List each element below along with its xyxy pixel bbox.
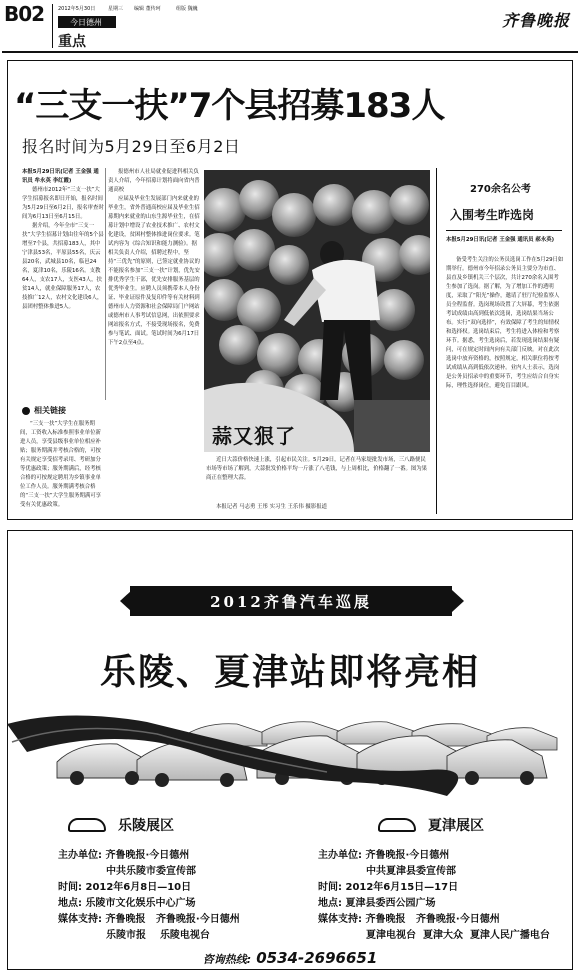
hotline bbox=[0, 948, 580, 967]
left-article-para-3: 报德州市人社局就业促进科相关负责人介绍，今年招募计划将面向省内普通高校 bbox=[108, 169, 200, 193]
left-organizer2: 中共乐陵市委宣传部 bbox=[106, 866, 196, 877]
zone-title-right: 夏津展区 bbox=[428, 818, 484, 834]
zone-title-left: 乐陵展区 bbox=[118, 818, 174, 834]
left-article-byline: 本报5月29日讯(记者 王金强 通讯员 牟永英 李红霞) bbox=[22, 169, 99, 184]
left-place: 地点: 乐陵市文化娱乐中心广场 bbox=[58, 898, 196, 909]
cars-illustration bbox=[7, 712, 573, 812]
hotline-number: 0534-2696651 bbox=[256, 949, 378, 967]
zone-left-details bbox=[58, 848, 288, 944]
left-organizer: 齐鲁晚报·今日德州 bbox=[105, 850, 190, 861]
right-media-label: 媒体支持: bbox=[318, 914, 362, 925]
section-main: 重点 bbox=[58, 34, 86, 50]
right-media5: 夏津人民广播电台 bbox=[469, 930, 550, 941]
mid-article-text: 应届及毕业生发展部门内来就业的毕业生，省外普通高校应届及毕业生招募期内来就业的山东生源毕业生，在招募计划中增设了农业技术推广、农村文化建设，贫困村整体推进岗位要求。笔试内容为《综合知识和能力测验》。据相关负责人介绍，招聘过程中，坚持“三优先”的原则，已签定就业协议的不能报名参加“三支一扶”计划，优先安排优秀学生干部，优先安排服务基层的优秀毕业生。应聘人员须携带本人身份证、毕业证原件及复印件等有关材料到德州市人力资源和社会保障局门户网站或德州市人事考试信息网，出依照要求网站报名方式，不接受现场报名，免费参与笔试、面试。笔试时间为6月17日下午2点至4点。 bbox=[108, 196, 200, 346]
hotline-label: 咨询热线: bbox=[202, 953, 252, 966]
left-organizer-label: 主办单位: bbox=[58, 850, 102, 861]
link-title: 相关链接 bbox=[34, 406, 66, 415]
left-media1: 齐鲁晚报 bbox=[105, 914, 146, 925]
link-box bbox=[20, 404, 201, 516]
right-article-byline: 本报5月29日讯(记者 王金强 通讯员 郝永英) bbox=[446, 237, 555, 243]
zone-car-icon-left bbox=[68, 818, 106, 832]
left-article-col3 bbox=[108, 168, 200, 400]
header-layout: 组版 魏巍 bbox=[176, 6, 198, 12]
page-code: B02 bbox=[4, 2, 45, 26]
right-media2: 齐鲁晚报·今日德州 bbox=[415, 914, 500, 925]
left-article-col1 bbox=[22, 168, 104, 400]
left-media3: 乐陵市报 bbox=[106, 930, 146, 941]
photo-caption: 近日大蒜价格快速上涨，引起市民关注。5月29日，记者在马家堤批发市场，三八路便民市场等市场了解到，大蒜批发价格平均一斤涨了八毛钱，与上周相比，价格翻了一番。图为果商正在整理大蒜。 bbox=[206, 457, 428, 481]
right-col-divider bbox=[436, 168, 437, 514]
headline-title: “三支一扶”7个县招募183人 bbox=[14, 86, 445, 126]
zone-car-icon-right bbox=[378, 818, 416, 832]
right-time: 时间: 2012年6月15日—17日 bbox=[318, 882, 459, 893]
header-date: 2012年5月30日 bbox=[58, 6, 96, 12]
photo-credit: 本报记者 马志勇 王彤 实习生 王乐伟 摄影报道 bbox=[216, 504, 327, 510]
ad-banner-notch-right bbox=[452, 590, 464, 612]
paper-logo: 齐鲁晚报 bbox=[501, 11, 570, 30]
right-article-title: 入围考生昨选岗 bbox=[450, 208, 535, 222]
left-media4: 乐陵电视台 bbox=[159, 930, 210, 941]
zone-right-details bbox=[318, 848, 568, 944]
left-article-para-1: 德州市2012年“三支一扶”大学生招募报名即日开始，报名时间为5月29日至6月2日，报名审查时间为6月13日至6月15日。 bbox=[22, 187, 104, 220]
ad-banner-text: 2012齐鲁汽车巡展 bbox=[210, 593, 372, 611]
right-place: 地点: 夏津县委西公园广场 bbox=[318, 898, 436, 909]
link-title-icon bbox=[22, 407, 30, 415]
left-media2: 齐鲁晚报·今日德州 bbox=[155, 914, 240, 925]
right-article-text: 备受考生关注的公务员选岗工作在5月29日如期举行。德州市今年招录公务员主要分为市直、县直及乡镇机关三个层次，共计270余名入围考生参加了选岗。据了解，为了增加工作的透明度，采取了“阳光”操作，邀请了驻厅纪检监察人员全程监督。选岗现场设置了大屏幕，考生依据考试成绩由高到低依次选岗，选岗结果当场公布。实行“双向选择”，有效保障了考生的知情权和选择权。选岗结束后，考生将进入体检和考察环节。据悉，考生选岗后，若发现选岗结果有疑问，可在规定时间内向有关部门反映。对在此次选岗中放弃资格的，按照规定，相关职位将按考试成绩从高到低依次递补。业内人士表示，选岗是公务员招录中的重要环节，考生应结合自身实际，理性选择岗位，避免盲目跟风。 bbox=[446, 257, 564, 389]
news-photo bbox=[204, 170, 430, 452]
right-media3: 夏津电视台 bbox=[366, 930, 416, 941]
page-header bbox=[0, 0, 580, 52]
header-divider bbox=[52, 4, 53, 48]
right-organizer-label: 主办单位: bbox=[318, 850, 362, 861]
right-media1: 齐鲁晚报 bbox=[365, 914, 406, 925]
right-organizer2: 中共夏津县委宣传部 bbox=[366, 866, 456, 877]
left-article-para-2: 据介绍，今年全市“三支一扶”大学生招募计划由往年的5个县增至7个县，共招募183人，其中宁津县53名，平原县55名，庆云县20名，武城县10名，临邑24名，夏津10名，乐陵16名。支教64人，支农17人，支医43人，扶贫14人，就业保障服务17人，农技推广12人，农村文化建设6人，县团村整体推进5人。 bbox=[22, 223, 104, 310]
header-rule bbox=[2, 51, 578, 53]
left-media-label: 媒体支持: bbox=[58, 914, 102, 925]
right-organizer: 齐鲁晚报·今日德州 bbox=[365, 850, 450, 861]
right-title-rule bbox=[446, 230, 562, 231]
headline-subtitle: 报名时间为5月29日至6月2日 bbox=[22, 137, 241, 156]
right-article-kicker: 270余名公考 bbox=[470, 184, 531, 195]
right-media4: 夏津大众 bbox=[422, 930, 463, 941]
garlic-photo-illustration bbox=[204, 170, 430, 452]
link-text: “三支一扶”大学生在服务期间，工资收入标准参照事业单位新进人员，享受县级事业单位相应补贴；服务期满并考核合格的，可按有关规定享受招考录用、考研加分等优惠政策；服务期满后，经考核合格的可按规定聘用为乡镇事业单位工作人员。服务期满考核合格的“三支一扶”大学生服务期满可享受有关优惠政策。 bbox=[20, 421, 102, 508]
left-col-divider bbox=[105, 168, 106, 400]
left-time: 时间: 2012年6月8日—10日 bbox=[58, 882, 192, 893]
ad-headline: 乐陵、夏津站即将亮相 bbox=[99, 652, 480, 693]
photo-caption-overlay: 蒜又狠了 bbox=[212, 424, 296, 448]
section-sub: 今日德州 bbox=[70, 18, 102, 27]
header-editor: 编辑 董传珂 bbox=[134, 6, 161, 12]
header-weekday: 星期三 bbox=[108, 6, 124, 12]
